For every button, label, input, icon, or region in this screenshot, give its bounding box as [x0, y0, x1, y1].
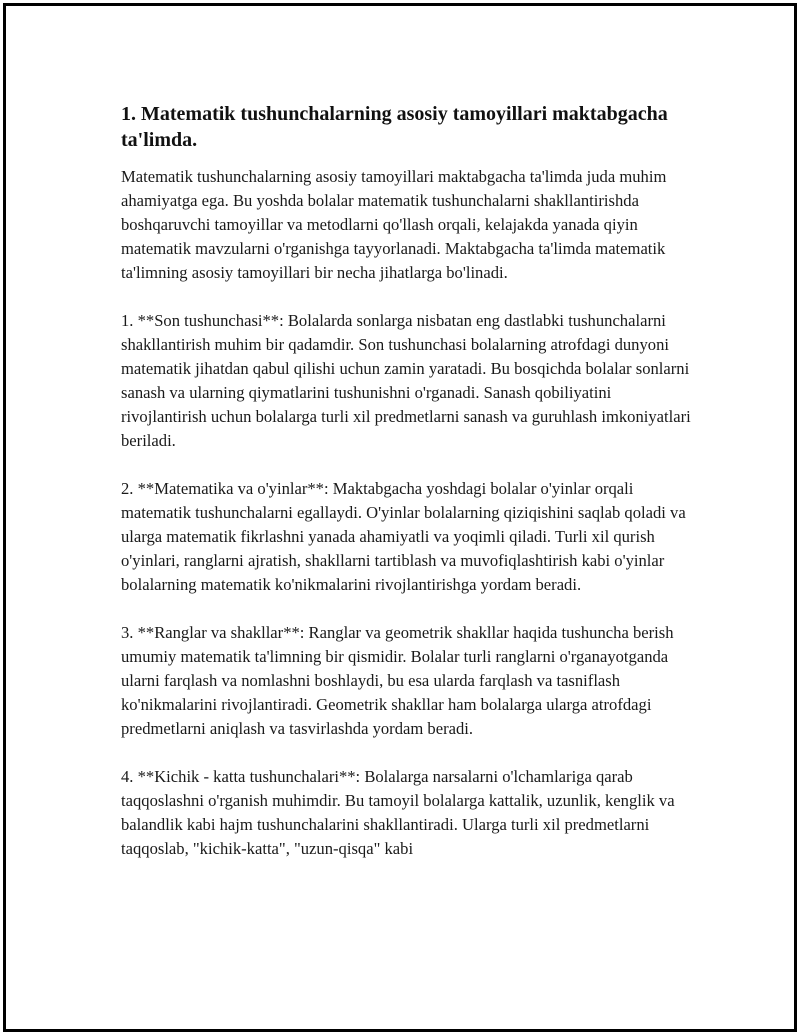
paragraph-son-tushunchasi: 1. **Son tushunchasi**: Bolalarda sonlarga nisbatan eng dastlabki tushunchalarni shakllantirish muhim bir qadamdir. Son tushunchasi bolalarning atrofdagi dunyoni matematik jihatdan qabul qilishi uchun zamin yaratadi. Bu bosqichda bolalar sonlarni sanash va ularning qiymatlarini tushunishni o'rganadi. Sanash qobiliyatini rivojlantirish uchun bolalarga turli xil predmetlarni sanash va guruhlash imkoniyatlari beriladi.	[121, 311, 691, 450]
paragraph-kichik-katta: 4. **Kichik - katta tushunchalari**: Bolalarga narsalarni o'lchamlariga qarab taqqoslashni o'rganish muhimdir. Bu tamoyil bolalarga kattalik, uzunlik, kenglik va balandlik kabi hajm tushunchalarini shakllantiradi. Ularga turli xil predmetlarni taqqoslab, "kichik-katta", "uzun-qisqa" kabi	[121, 767, 675, 858]
paragraph-matematika-va-oyinlar: 2. **Matematika va o'yinlar**: Maktabgacha yoshdagi bolalar o'yinlar orqali matematik tushunchalarni egallaydi. O'yinlar bolalarning qiziqishini saqlab qoladi va ularga matematik fikrlashni yanada ahamiyatli va yoqimli qiladi. Turli xil qurish o'yinlari, ranglarni ajratish, shakllarni tartiblash va muvofiqlashtirish kabi o'yinlar bolalarning matematik ko'nikmalarini rivojlantirishga yordam beradi.	[121, 479, 686, 594]
document-body	[121, 101, 701, 885]
paragraph-intro: Matematik tushunchalarning asosiy tamoyillari maktabgacha ta'limda juda muhim ahamiyatga ega. Bu yoshda bolalar matematik tushunchalarni shakllantirishda boshqaruvchi tamoyillar va metodlarni qo'llash orqali, kelajakda yanada qiyin matematik mavzularni o'rganishga tayyorlanadi. Maktabgacha ta'limda matematik ta'limning asosiy tamoyillari bir necha jihatlarga bo'linadi.	[121, 167, 667, 282]
page-frame	[3, 3, 797, 1032]
document-title: 1. Matematik tushunchalarning asosiy tamoyillari maktabgacha ta'limda.	[121, 103, 668, 151]
paragraph-ranglar-va-shakllar: 3. **Ranglar va shakllar**: Ranglar va geometrik shakllar haqida tushuncha berish umumiy matematik ta'limning bir qismidir. Bolalar turli ranglarni o'rganayotganda ularni farqlash va nomlashni boshlaydi, bu esa ularda farqlash va tasniflash ko'nikmalarini rivojlantiradi. Geometrik shakllar ham bolalarga ularga atrofdagi predmetlarni aniqlash va tasvirlashda yordam beradi.	[121, 623, 674, 738]
